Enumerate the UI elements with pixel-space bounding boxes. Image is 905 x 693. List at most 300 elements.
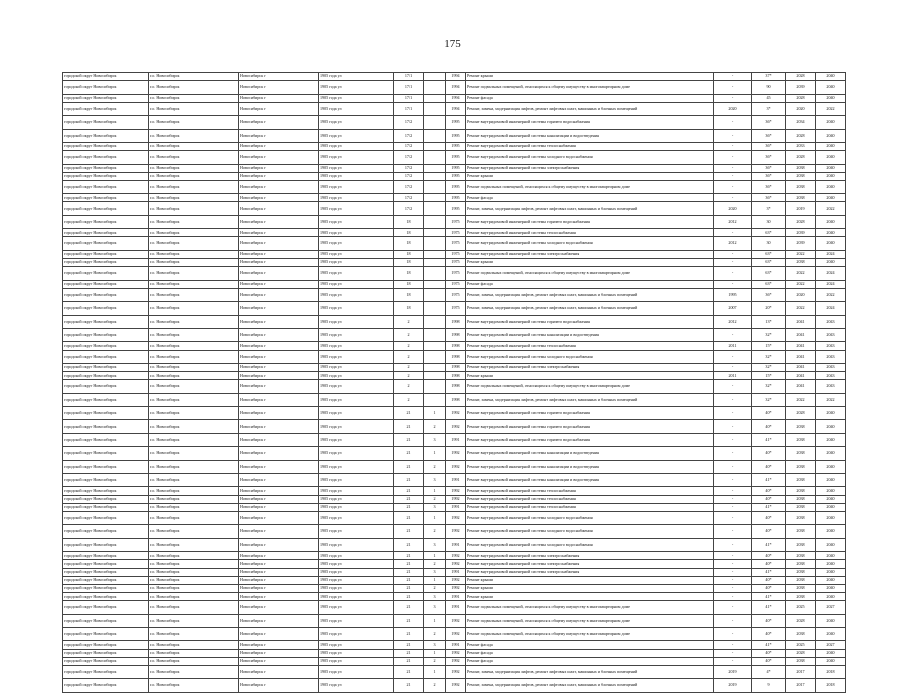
cell-municipality: городской округ Новосибирск <box>63 649 149 657</box>
cell-wear-percent: 32* <box>752 350 786 363</box>
cell-building: 1 <box>424 614 446 627</box>
cell-last-repair-year: 2019 <box>714 666 752 679</box>
cell-street: 1905 года ул <box>319 280 394 288</box>
cell-building <box>424 215 446 228</box>
cell-building <box>424 259 446 267</box>
table-row <box>63 350 846 363</box>
cell-plan-end: 2022 <box>816 288 846 301</box>
cell-plan-start: 2038 <box>786 576 816 584</box>
cell-municipality: городской округ Новосибирск <box>63 372 149 380</box>
cell-year-built: 1975 <box>446 302 466 315</box>
table-row <box>63 229 846 237</box>
capital-repair-table <box>62 72 846 693</box>
cell-plan-end: 2043 <box>816 342 846 350</box>
cell-plan-start: 2039 <box>786 229 816 237</box>
cell-city: Новосибирск г <box>239 129 319 142</box>
cell-plan-start: 2041 <box>786 328 816 341</box>
cell-plan-start: 2033 <box>786 142 816 150</box>
cell-municipality: городской округ Новосибирск <box>63 487 149 495</box>
cell-year-built: 1992 <box>446 584 466 592</box>
cell-building <box>424 129 446 142</box>
cell-year-built: 1975 <box>446 250 466 258</box>
cell-settlement: г.о. Новосибирск <box>149 372 239 380</box>
cell-municipality: городской округ Новосибирск <box>63 151 149 164</box>
cell-house: 21 <box>394 568 424 576</box>
cell-work-type: Ремонт внутридомовой инженерной системы холодного водоснабжения <box>466 511 714 524</box>
cell-wear-percent: 41* <box>752 601 786 614</box>
cell-city: Новосибирск г <box>239 237 319 250</box>
cell-municipality: городской округ Новосибирск <box>63 215 149 228</box>
cell-wear-percent: 36* <box>752 116 786 129</box>
cell-work-type: Ремонт внутридомовой инженерной системы теплоснабжения <box>466 229 714 237</box>
cell-plan-start: 2028 <box>786 614 816 627</box>
cell-last-repair-year: - <box>714 259 752 267</box>
table-row <box>63 164 846 172</box>
cell-plan-end: 2040 <box>816 151 846 164</box>
cell-street: 1905 года ул <box>319 525 394 538</box>
cell-municipality: городской округ Новосибирск <box>63 194 149 202</box>
cell-last-repair-year: - <box>714 94 752 102</box>
cell-street: 1905 года ул <box>319 433 394 446</box>
cell-house: 21 <box>394 433 424 446</box>
cell-year-built: 1995 <box>446 129 466 142</box>
table-row <box>63 552 846 560</box>
cell-settlement: г.о. Новосибирск <box>149 315 239 328</box>
cell-street: 1905 года ул <box>319 129 394 142</box>
cell-settlement: г.о. Новосибирск <box>149 487 239 495</box>
cell-house: 17/2 <box>394 202 424 215</box>
cell-municipality: городской округ Новосибирск <box>63 568 149 576</box>
cell-work-type: Ремонт фасада <box>466 94 714 102</box>
cell-city: Новосибирск г <box>239 94 319 102</box>
cell-work-type: Ремонт подвальных помещений, относящихся к общему имуществу в многоквартирном доме <box>466 180 714 193</box>
cell-wear-percent: 45 <box>752 94 786 102</box>
cell-house: 21 <box>394 538 424 551</box>
cell-settlement: г.о. Новосибирск <box>149 180 239 193</box>
cell-city: Новосибирск г <box>239 487 319 495</box>
cell-plan-end: 2040 <box>816 142 846 150</box>
cell-last-repair-year: - <box>714 576 752 584</box>
cell-city: Новосибирск г <box>239 447 319 460</box>
cell-settlement: г.о. Новосибирск <box>149 194 239 202</box>
cell-settlement: г.о. Новосибирск <box>149 576 239 584</box>
cell-plan-start: 2038 <box>786 460 816 473</box>
cell-wear-percent: 32* <box>752 363 786 371</box>
cell-city: Новосибирск г <box>239 229 319 237</box>
cell-city: Новосибирск г <box>239 538 319 551</box>
cell-city: Новосибирск г <box>239 116 319 129</box>
cell-wear-percent: 15* <box>752 372 786 380</box>
cell-work-type: Ремонт подвальных помещений, относящихся к общему имуществу в многоквартирном доме <box>466 81 714 94</box>
cell-city: Новосибирск г <box>239 315 319 328</box>
cell-plan-start: 2019 <box>786 202 816 215</box>
cell-building: 1 <box>424 407 446 420</box>
cell-street: 1905 года ул <box>319 460 394 473</box>
cell-building: 2 <box>424 679 446 692</box>
cell-last-repair-year: - <box>714 649 752 657</box>
table-row <box>63 614 846 627</box>
cell-work-type: Ремонт, замена, модернизация лифтов, ремонт лифтовых шахт, машинных и блочных помещений <box>466 302 714 315</box>
table-row <box>63 657 846 665</box>
cell-building: 2 <box>424 460 446 473</box>
cell-year-built: 1991 <box>446 601 466 614</box>
cell-city: Новосибирск г <box>239 601 319 614</box>
cell-street: 1905 года ул <box>319 350 394 363</box>
cell-building: 2 <box>424 495 446 503</box>
cell-wear-percent: 41* <box>752 568 786 576</box>
cell-work-type: Ремонт крыши <box>466 584 714 592</box>
cell-wear-percent: 41* <box>752 593 786 601</box>
cell-municipality: городской округ Новосибирск <box>63 560 149 568</box>
table-row <box>63 215 846 228</box>
cell-city: Новосибирск г <box>239 568 319 576</box>
cell-street: 1905 года ул <box>319 420 394 433</box>
cell-work-type: Ремонт фасада <box>466 194 714 202</box>
cell-street: 1905 года ул <box>319 315 394 328</box>
cell-plan-end: 2040 <box>816 474 846 487</box>
cell-work-type: Ремонт, замена, модернизация лифтов, ремонт лифтовых шахт, машинных и блочных помещений <box>466 288 714 301</box>
cell-year-built: 1975 <box>446 280 466 288</box>
cell-building: 2 <box>424 525 446 538</box>
cell-house: 21 <box>394 657 424 665</box>
cell-work-type: Ремонт, замена, модернизация лифтов, ремонт лифтовых шахт, машинных и блочных помещений <box>466 393 714 406</box>
cell-plan-end: 2040 <box>816 511 846 524</box>
cell-settlement: г.о. Новосибирск <box>149 601 239 614</box>
cell-house: 21 <box>394 487 424 495</box>
cell-municipality: городской округ Новосибирск <box>63 94 149 102</box>
table-row <box>63 560 846 568</box>
cell-settlement: г.о. Новосибирск <box>149 259 239 267</box>
table-row <box>63 172 846 180</box>
cell-wear-percent: 63* <box>752 229 786 237</box>
cell-last-repair-year: - <box>714 593 752 601</box>
cell-city: Новосибирск г <box>239 407 319 420</box>
cell-plan-start: 2017 <box>786 679 816 692</box>
table-row <box>63 679 846 692</box>
cell-municipality: городской округ Новосибирск <box>63 460 149 473</box>
cell-street: 1905 года ул <box>319 614 394 627</box>
cell-plan-start: 2038 <box>786 447 816 460</box>
table-row <box>63 649 846 657</box>
cell-municipality: городской округ Новосибирск <box>63 433 149 446</box>
table-row <box>63 237 846 250</box>
cell-municipality: городской округ Новосибирск <box>63 495 149 503</box>
cell-house: 18 <box>394 302 424 315</box>
table-row <box>63 380 846 393</box>
cell-settlement: г.о. Новосибирск <box>149 172 239 180</box>
cell-settlement: г.о. Новосибирск <box>149 73 239 81</box>
cell-municipality: городской округ Новосибирск <box>63 81 149 94</box>
cell-city: Новосибирск г <box>239 495 319 503</box>
cell-year-built: 1992 <box>446 657 466 665</box>
cell-building <box>424 288 446 301</box>
cell-city: Новосибирск г <box>239 172 319 180</box>
table-row <box>63 511 846 524</box>
cell-year-built: 1991 <box>446 641 466 649</box>
cell-building: 1 <box>424 666 446 679</box>
cell-plan-start: 2034 <box>786 116 816 129</box>
cell-work-type: Ремонт внутридомовой инженерной системы холодного водоснабжения <box>466 525 714 538</box>
cell-municipality: городской округ Новосибирск <box>63 73 149 81</box>
cell-municipality: городской округ Новосибирск <box>63 116 149 129</box>
cell-year-built: 1995 <box>446 180 466 193</box>
cell-wear-percent: 40* <box>752 487 786 495</box>
cell-plan-end: 2040 <box>816 259 846 267</box>
cell-street: 1905 года ул <box>319 328 394 341</box>
cell-year-built: 1992 <box>446 649 466 657</box>
cell-city: Новосибирск г <box>239 102 319 115</box>
cell-city: Новосибирск г <box>239 142 319 150</box>
cell-street: 1905 года ул <box>319 73 394 81</box>
cell-plan-start: 2022 <box>786 302 816 315</box>
cell-building: 3 <box>424 641 446 649</box>
cell-municipality: городской округ Новосибирск <box>63 503 149 511</box>
cell-wear-percent: 32* <box>752 328 786 341</box>
cell-house: 21 <box>394 447 424 460</box>
cell-street: 1905 года ул <box>319 302 394 315</box>
cell-plan-start: 2020 <box>786 288 816 301</box>
cell-street: 1905 года ул <box>319 568 394 576</box>
cell-plan-end: 2040 <box>816 460 846 473</box>
cell-wear-percent: 3* <box>752 202 786 215</box>
table-row <box>63 328 846 341</box>
cell-plan-start: 2028 <box>786 73 816 81</box>
cell-year-built: 1975 <box>446 259 466 267</box>
cell-house: 21 <box>394 525 424 538</box>
cell-building <box>424 142 446 150</box>
cell-municipality: городской округ Новосибирск <box>63 552 149 560</box>
cell-municipality: городской округ Новосибирск <box>63 593 149 601</box>
cell-house: 21 <box>394 601 424 614</box>
cell-city: Новосибирск г <box>239 525 319 538</box>
cell-house: 21 <box>394 460 424 473</box>
cell-street: 1905 года ул <box>319 393 394 406</box>
cell-wear-percent: 40* <box>752 447 786 460</box>
cell-plan-end: 2043 <box>816 350 846 363</box>
cell-street: 1905 года ул <box>319 552 394 560</box>
cell-year-built: 1975 <box>446 229 466 237</box>
cell-plan-end: 2043 <box>816 363 846 371</box>
cell-year-built: 1992 <box>446 560 466 568</box>
cell-city: Новосибирск г <box>239 372 319 380</box>
cell-plan-start: 2028 <box>786 649 816 657</box>
cell-settlement: г.о. Новосибирск <box>149 511 239 524</box>
cell-building: 1 <box>424 447 446 460</box>
cell-settlement: г.о. Новосибирск <box>149 538 239 551</box>
cell-building <box>424 73 446 81</box>
cell-wear-percent: 13* <box>752 315 786 328</box>
cell-wear-percent: 63* <box>752 250 786 258</box>
cell-plan-start: 2020 <box>786 102 816 115</box>
cell-house: 17/2 <box>394 172 424 180</box>
cell-plan-end: 2040 <box>816 164 846 172</box>
cell-last-repair-year: - <box>714 641 752 649</box>
cell-plan-end: 2022 <box>816 202 846 215</box>
cell-settlement: г.о. Новосибирск <box>149 202 239 215</box>
cell-city: Новосибирск г <box>239 666 319 679</box>
cell-last-repair-year: - <box>714 129 752 142</box>
cell-settlement: г.о. Новосибирск <box>149 666 239 679</box>
cell-house: 2 <box>394 328 424 341</box>
cell-house: 17/2 <box>394 129 424 142</box>
cell-plan-end: 2040 <box>816 94 846 102</box>
cell-work-type: Ремонт внутридомовой инженерной системы канализации и водоотведения <box>466 129 714 142</box>
cell-work-type: Ремонт, замена, модернизация лифтов, ремонт лифтовых шахт, машинных и блочных помещений <box>466 666 714 679</box>
cell-year-built: 1995 <box>446 164 466 172</box>
cell-work-type: Ремонт внутридомовой инженерной системы теплоснабжения <box>466 495 714 503</box>
cell-city: Новосибирск г <box>239 73 319 81</box>
cell-year-built: 1992 <box>446 495 466 503</box>
cell-municipality: городской округ Новосибирск <box>63 666 149 679</box>
cell-house: 21 <box>394 495 424 503</box>
cell-house: 2 <box>394 315 424 328</box>
cell-municipality: городской округ Новосибирск <box>63 259 149 267</box>
cell-settlement: г.о. Новосибирск <box>149 267 239 280</box>
cell-building: 3 <box>424 538 446 551</box>
cell-city: Новосибирск г <box>239 194 319 202</box>
cell-settlement: г.о. Новосибирск <box>149 229 239 237</box>
cell-last-repair-year: - <box>714 81 752 94</box>
cell-city: Новосибирск г <box>239 576 319 584</box>
cell-year-built: 1992 <box>446 614 466 627</box>
cell-last-repair-year: - <box>714 538 752 551</box>
cell-municipality: городской округ Новосибирск <box>63 102 149 115</box>
table-row <box>63 94 846 102</box>
cell-street: 1905 года ул <box>319 237 394 250</box>
cell-wear-percent: 37* <box>752 73 786 81</box>
cell-work-type: Ремонт внутридомовой инженерной системы теплоснабжения <box>466 503 714 511</box>
cell-city: Новосибирск г <box>239 552 319 560</box>
cell-wear-percent: 15* <box>752 342 786 350</box>
cell-building <box>424 250 446 258</box>
cell-year-built: 1975 <box>446 215 466 228</box>
cell-house: 21 <box>394 474 424 487</box>
cell-work-type: Ремонт, замена, модернизация лифтов, ремонт лифтовых шахт, машинных и блочных помещений <box>466 202 714 215</box>
cell-wear-percent: 20* <box>752 302 786 315</box>
cell-work-type: Ремонт внутридомовой инженерной системы холодного водоснабжения <box>466 350 714 363</box>
cell-settlement: г.о. Новосибирск <box>149 560 239 568</box>
cell-building <box>424 81 446 94</box>
cell-building <box>424 202 446 215</box>
cell-street: 1905 года ул <box>319 116 394 129</box>
cell-year-built: 1975 <box>446 237 466 250</box>
cell-city: Новосибирск г <box>239 151 319 164</box>
cell-municipality: городской округ Новосибирск <box>63 267 149 280</box>
cell-plan-end: 2040 <box>816 584 846 592</box>
cell-plan-start: 2038 <box>786 538 816 551</box>
cell-year-built: 1991 <box>446 568 466 576</box>
cell-settlement: г.о. Новосибирск <box>149 420 239 433</box>
cell-street: 1905 года ул <box>319 102 394 115</box>
cell-house: 18 <box>394 288 424 301</box>
cell-year-built: 1995 <box>446 194 466 202</box>
cell-settlement: г.о. Новосибирск <box>149 584 239 592</box>
cell-city: Новосибирск г <box>239 641 319 649</box>
cell-plan-start: 2038 <box>786 657 816 665</box>
cell-street: 1905 года ул <box>319 511 394 524</box>
cell-building <box>424 229 446 237</box>
cell-settlement: г.о. Новосибирск <box>149 503 239 511</box>
cell-plan-start: 2038 <box>786 487 816 495</box>
cell-wear-percent: 36* <box>752 164 786 172</box>
cell-plan-end: 2027 <box>816 601 846 614</box>
cell-city: Новосибирск г <box>239 302 319 315</box>
cell-work-type: Ремонт фасада <box>466 649 714 657</box>
cell-house: 17/2 <box>394 164 424 172</box>
cell-last-repair-year: - <box>714 584 752 592</box>
cell-street: 1905 года ул <box>319 538 394 551</box>
cell-settlement: г.о. Новосибирск <box>149 679 239 692</box>
cell-plan-end: 2024 <box>816 250 846 258</box>
cell-house: 21 <box>394 641 424 649</box>
cell-last-repair-year: - <box>714 194 752 202</box>
cell-building <box>424 180 446 193</box>
cell-last-repair-year: - <box>714 511 752 524</box>
cell-plan-end: 2040 <box>816 593 846 601</box>
table-row <box>63 151 846 164</box>
cell-street: 1905 года ул <box>319 641 394 649</box>
cell-plan-end: 2040 <box>816 495 846 503</box>
cell-settlement: г.о. Новосибирск <box>149 328 239 341</box>
cell-house: 18 <box>394 259 424 267</box>
cell-wear-percent: 36* <box>752 129 786 142</box>
cell-wear-percent: 36* <box>752 180 786 193</box>
cell-last-repair-year: - <box>714 363 752 371</box>
cell-work-type: Ремонт крыши <box>466 593 714 601</box>
table-row <box>63 593 846 601</box>
cell-year-built: 1998 <box>446 363 466 371</box>
cell-house: 2 <box>394 372 424 380</box>
cell-wear-percent: 40* <box>752 525 786 538</box>
cell-plan-end: 2040 <box>816 194 846 202</box>
cell-building <box>424 102 446 115</box>
cell-street: 1905 года ул <box>319 372 394 380</box>
cell-year-built: 1992 <box>446 420 466 433</box>
cell-building: 3 <box>424 593 446 601</box>
cell-municipality: городской округ Новосибирск <box>63 202 149 215</box>
cell-work-type: Ремонт внутридомовой инженерной системы канализации и водоотведения <box>466 328 714 341</box>
cell-house: 18 <box>394 215 424 228</box>
cell-work-type: Ремонт внутридомовой инженерной системы канализации и водоотведения <box>466 474 714 487</box>
cell-plan-start: 2038 <box>786 420 816 433</box>
cell-work-type: Ремонт внутридомовой инженерной системы канализации и водоотведения <box>466 460 714 473</box>
cell-wear-percent: 4* <box>752 666 786 679</box>
cell-last-repair-year: - <box>714 420 752 433</box>
cell-settlement: г.о. Новосибирск <box>149 552 239 560</box>
cell-year-built: 1992 <box>446 666 466 679</box>
cell-plan-end: 2040 <box>816 420 846 433</box>
cell-year-built: 1992 <box>446 447 466 460</box>
cell-last-repair-year: - <box>714 601 752 614</box>
table-row <box>63 666 846 679</box>
cell-street: 1905 года ул <box>319 172 394 180</box>
cell-municipality: городской округ Новосибирск <box>63 614 149 627</box>
cell-street: 1905 года ул <box>319 495 394 503</box>
cell-settlement: г.о. Новосибирск <box>149 129 239 142</box>
cell-municipality: городской округ Новосибирск <box>63 229 149 237</box>
table-row <box>63 584 846 592</box>
cell-year-built: 1994 <box>446 102 466 115</box>
cell-wear-percent: 63* <box>752 267 786 280</box>
cell-settlement: г.о. Новосибирск <box>149 641 239 649</box>
cell-house: 21 <box>394 420 424 433</box>
cell-settlement: г.о. Новосибирск <box>149 460 239 473</box>
cell-year-built: 1998 <box>446 350 466 363</box>
cell-year-built: 1975 <box>446 288 466 301</box>
cell-house: 21 <box>394 576 424 584</box>
cell-city: Новосибирск г <box>239 628 319 641</box>
cell-settlement: г.о. Новосибирск <box>149 288 239 301</box>
